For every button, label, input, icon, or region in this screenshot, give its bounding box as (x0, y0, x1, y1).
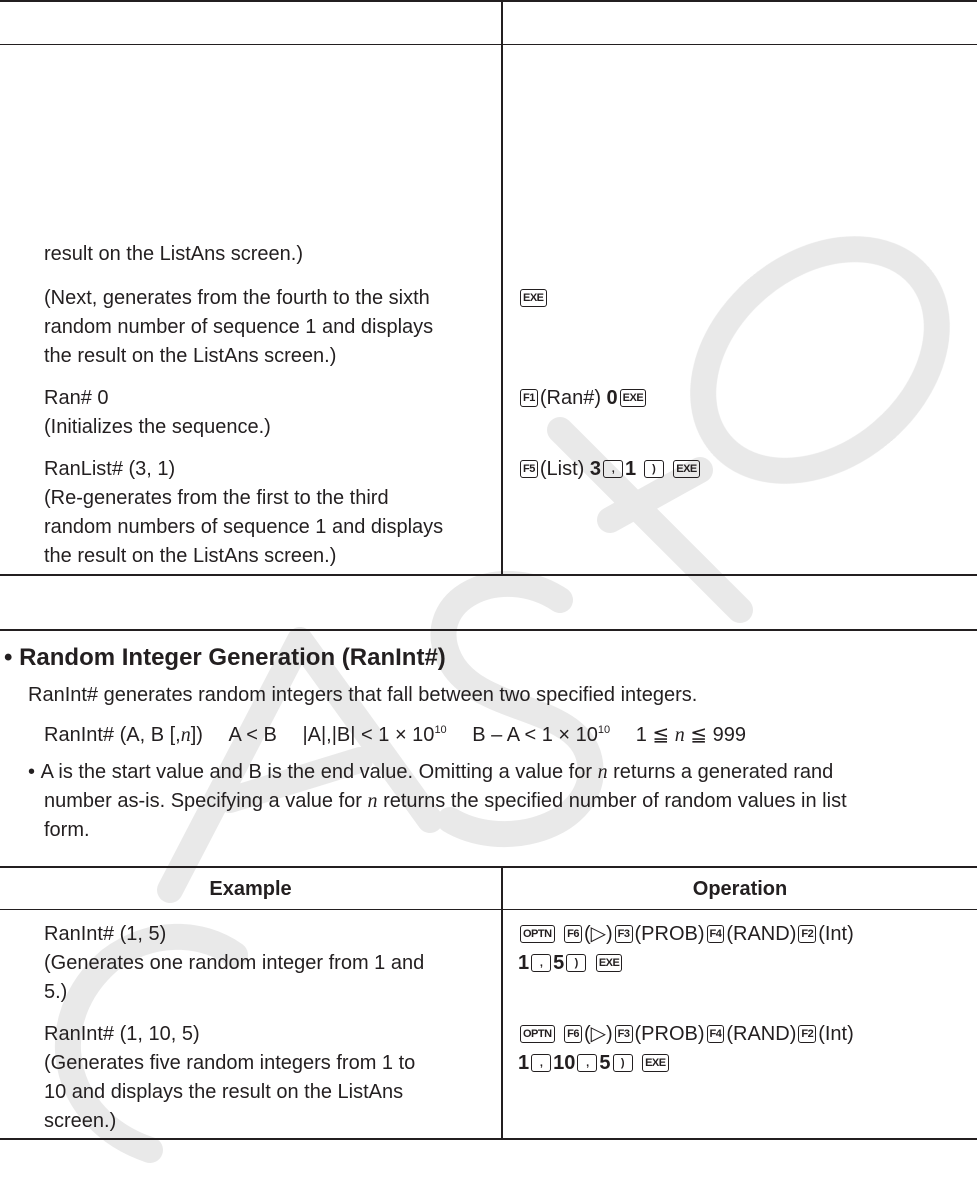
table2-header-divider (0, 909, 977, 910)
table2-row2-example: RanInt# (1, 10, 5) (Generates five random integers from 1 to 10 and displays the result on the ListAns screen.) (44, 1023, 416, 1132)
section-top-rule (0, 629, 977, 631)
table2-row2-operation: OPTN F6 (▷) F3 (PROB) F4 (RAND) F2 (Int) 1 , 10 , 5 ) EXE (518, 1023, 854, 1074)
f3-key: F3 (615, 1025, 633, 1043)
table1-row4-example: RanList# (3, 1) (Re-generates from the first to the third random numbers of sequence 1 and displays the result on the ListAns screen.) (44, 458, 444, 567)
syntax-line: RanInt# (A, B [,n]) A < B $|A|,|B| < 1 \times 10^{10}$ $B - A < 1 \times 10^{10}$ 1 ≦ n ≦ 999 (44, 724, 746, 746)
optn-key: OPTN (520, 1025, 555, 1043)
exe-key: EXE (642, 1054, 669, 1072)
comma-key: , (531, 954, 551, 972)
table1-row1-example: result on the ListAns screen.) (44, 243, 304, 265)
table1-header-divider (0, 44, 977, 45)
comma-key: , (531, 1054, 551, 1072)
exe-key: EXE (596, 954, 623, 972)
f6-key: F6 (564, 925, 582, 943)
table2-row1-example: RanInt# (1, 5) (Generates one random integer from 1 and 5.) (44, 923, 425, 1003)
exe-key: EXE (620, 389, 647, 407)
table2-bottom-border (0, 1138, 977, 1140)
table1-bottom-border (0, 574, 977, 576)
syntax-form: RanInt# (A, B [,n]) (44, 724, 203, 746)
section-intro: RanInt# generates random integers that fall between two specified integers. (28, 684, 698, 706)
table1-row4-operation: F5 (List) 3 , 1 ) EXE (518, 455, 702, 484)
close-paren-key: ) (566, 954, 586, 972)
table2-column-divider (501, 866, 503, 1139)
table1-row2-example: (Next, generates from the fourth to the sixth random number of sequence 1 and displays the result on the ListAns screen.) (44, 287, 434, 367)
comma-key: , (577, 1054, 597, 1072)
table1-top-border (0, 0, 977, 2)
f5-key: F5 (520, 460, 538, 478)
table2-top-border (0, 866, 977, 868)
f4-key: F4 (707, 1025, 725, 1043)
exe-key: EXE (673, 460, 700, 478)
f3-key: F3 (615, 925, 633, 943)
table2-header-operation: Operation (692, 878, 788, 900)
section-note: • A is the start value and B is the end value. Omitting a value for n returns a generated rand number as-is. Specifying a value for n returns the specified number of random values in list form. (28, 761, 847, 841)
close-paren-key: ) (644, 460, 664, 478)
table2-header-example: Example (209, 878, 292, 900)
exe-key: EXE (520, 289, 547, 307)
f1-key: F1 (520, 389, 538, 407)
f4-key: F4 (707, 925, 725, 943)
table1-row3-operation: F1 (Ran#) 0 EXE (518, 384, 648, 413)
optn-key: OPTN (520, 925, 555, 943)
f2-key: F2 (798, 925, 816, 943)
section-title: • Random Integer Generation (RanInt#) (4, 644, 446, 671)
f6-key: F6 (564, 1025, 582, 1043)
table1-row3-example: Ran# 0 (Initializes the sequence.) (44, 387, 271, 438)
close-paren-key: ) (613, 1054, 633, 1072)
comma-key: , (603, 460, 623, 478)
table1-row2-operation (518, 284, 549, 313)
table1-column-divider (501, 0, 503, 575)
table2-row1-operation: OPTN F6 (▷) F3 (PROB) F4 (RAND) F2 (Int) 1 , 5 ) EXE (518, 923, 854, 974)
f2-key: F2 (798, 1025, 816, 1043)
